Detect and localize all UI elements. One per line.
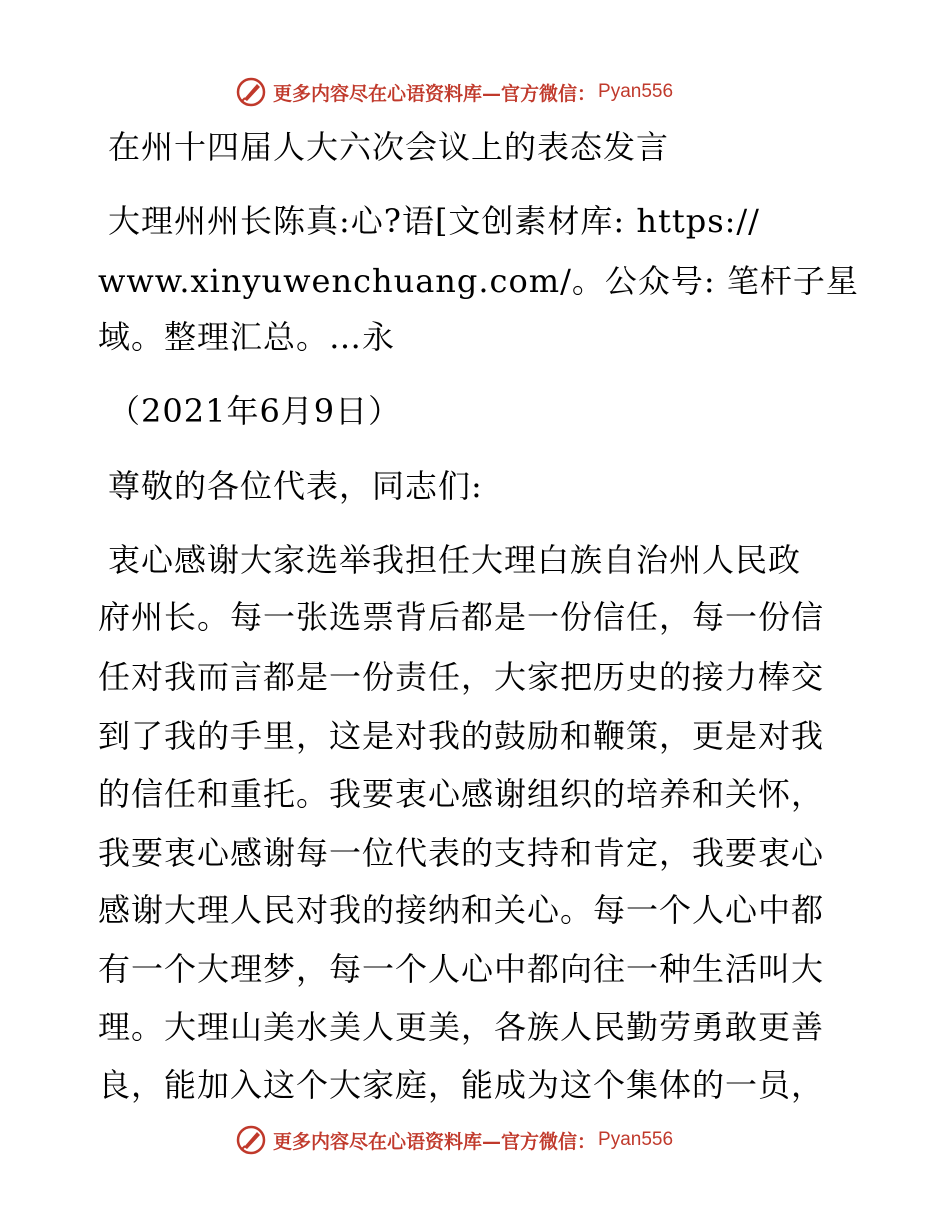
watermark-text: 更多内容尽在心语资料库—官方微信：: [273, 1130, 597, 1153]
body-line: 府州长。每一张选票背后都是一份信任，每一份信: [98, 598, 825, 636]
body-line: 我要衷心感谢每一位代表的支持和肯定，我要衷心: [98, 834, 825, 872]
body-line: 衷心感谢大家选举我担任大理白族自治州人民政: [108, 541, 802, 579]
body-line: 的信任和重托。我要衷心感谢组织的培养和关怀，: [98, 775, 825, 813]
byline-line-1: 大理州州长陈真:心?语[文创素材库: https://: [108, 202, 760, 240]
date-line: （2021年6月9日）: [108, 392, 402, 430]
body-line: 任对我而言都是一份责任，大家把历史的接力棒交: [98, 658, 825, 696]
body-line: 良，能加入这个大家庭，能成为这个集体的一员，: [98, 1066, 825, 1104]
body-line: 理。大理山美水美人更美，各族人民勤劳勇敢更善: [98, 1008, 825, 1046]
body-line: 感谢大理人民对我的接纳和关心。每一个人心中都: [98, 891, 825, 929]
watermark-banner-top: [235, 72, 673, 112]
byline-line-3: 域。整理汇总。…永: [98, 318, 396, 356]
body-line: 有一个大理梦，每一个人心中都向往一种生活叫大: [98, 950, 825, 988]
watermark-wechat-id: Pyan556: [598, 81, 674, 102]
watermark-wechat-id: Pyan556: [598, 1129, 674, 1150]
document-title: 在州十四届人大六次会议上的表态发言: [108, 128, 670, 166]
salutation: 尊敬的各位代表，同志们:: [108, 467, 483, 505]
watermark-text: 更多内容尽在心语资料库—官方微信：: [273, 82, 597, 105]
body-line: 到了我的手里，这是对我的鼓励和鞭策，更是对我: [98, 717, 825, 755]
quill-pen-icon: [235, 76, 267, 108]
quill-pen-icon: [235, 1124, 267, 1156]
watermark-banner-bottom: [235, 1120, 673, 1160]
byline-line-2: www.xinyuwenchuang.com/。公众号: 笔杆子星: [98, 262, 859, 300]
